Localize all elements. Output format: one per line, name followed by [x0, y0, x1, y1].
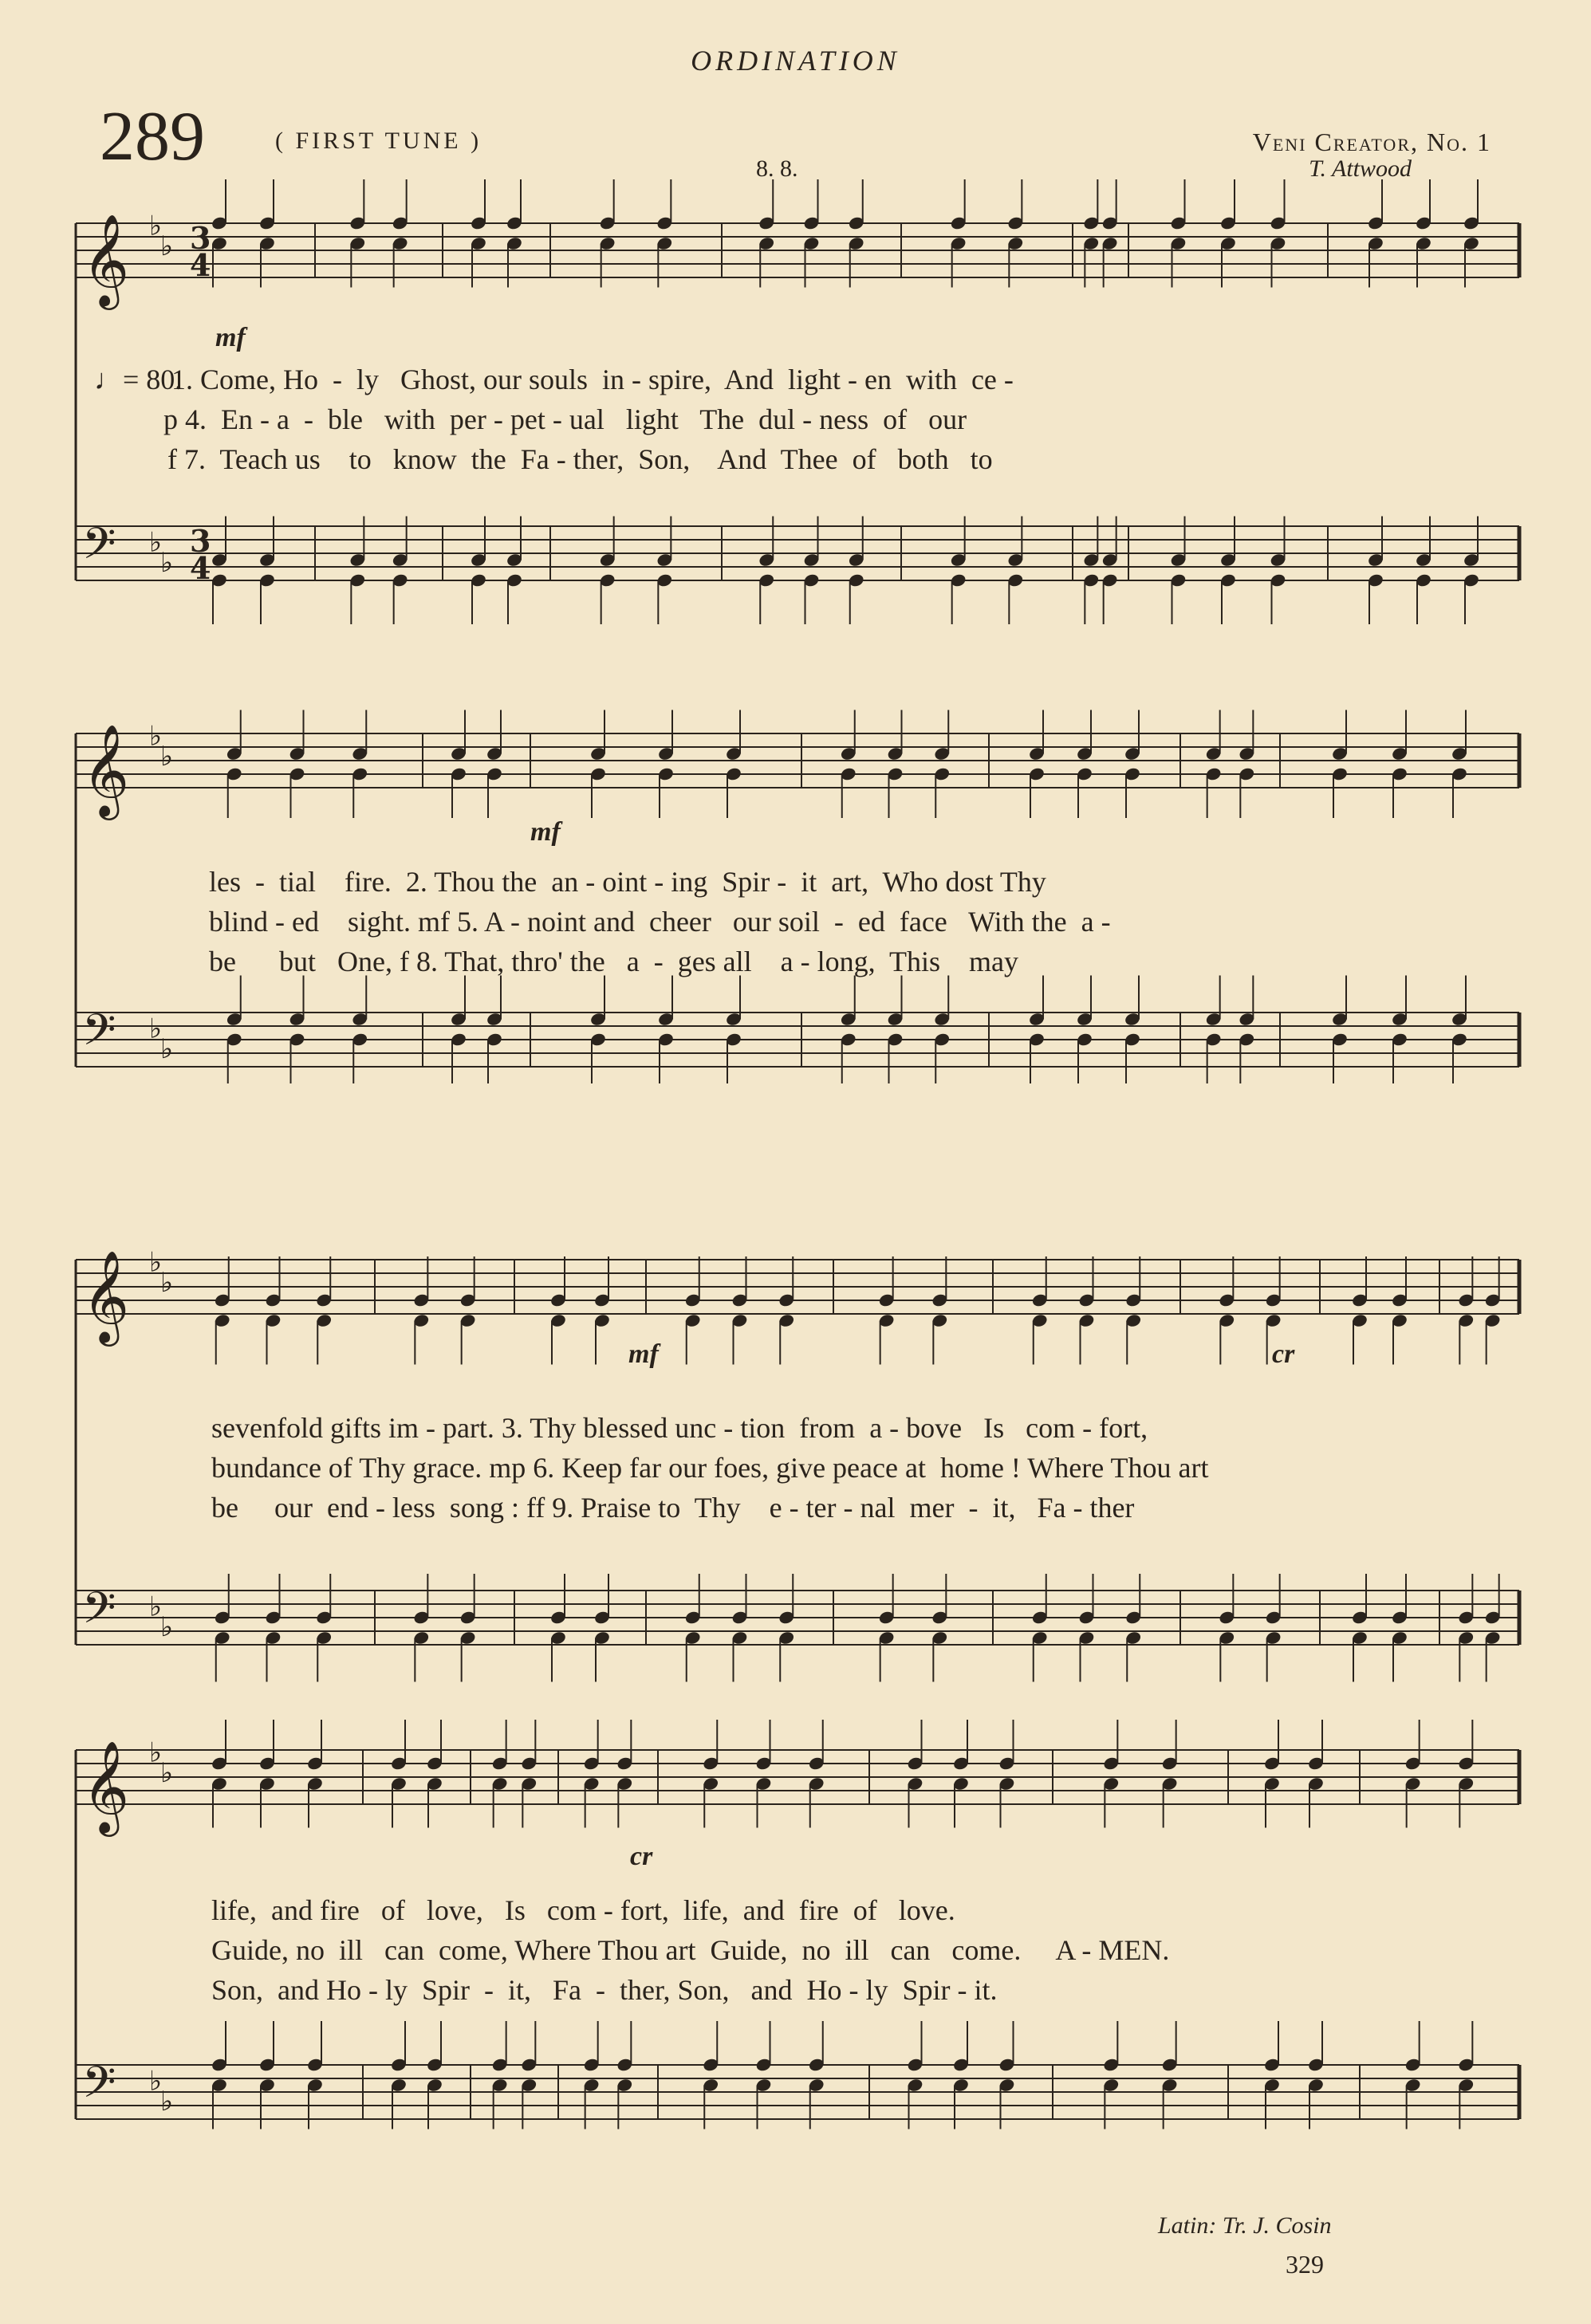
dynamic-mark: mf [628, 1339, 659, 1369]
flat-icon: ♭ [149, 720, 163, 753]
tune-label: ( FIRST TUNE ) [275, 128, 482, 154]
treble-clef-icon: 𝄞 [82, 1249, 130, 1343]
tune-name: Veni Creator, No. 1 [1252, 128, 1491, 156]
dynamic-mark: cr [630, 1842, 653, 1871]
flat-icon: ♭ [160, 1757, 174, 1789]
flat-icon: ♭ [149, 1246, 163, 1279]
treble-clef-icon: 𝄞 [82, 1740, 130, 1833]
flat-icon: ♭ [149, 1736, 163, 1769]
time-signature-digit: 3 [190, 220, 211, 256]
treble-clef-icon: 𝄞 [82, 723, 130, 816]
dynamic-mark: mf [215, 323, 246, 352]
treble-clef-icon: 𝄞 [82, 213, 130, 306]
dynamic-mark: cr [1272, 1339, 1295, 1369]
bass-clef-icon: 𝄢 [82, 2057, 116, 2118]
lyric-line-s2-v3: be but One, f 8. That, thro' the a - ges all a - long, This may [209, 946, 1018, 977]
lyric-line-s4-v1: life, and fire of love, Is com - fort, life, and fire of love. [211, 1894, 955, 1926]
page-number: 329 [1286, 2250, 1324, 2279]
flat-icon: ♭ [160, 547, 174, 579]
flat-icon: ♭ [149, 2065, 163, 2098]
flat-icon: ♭ [160, 1611, 174, 1643]
dynamic-mark: mf [530, 817, 561, 847]
lyric-line-s1-v2: p 4. En - a - ble with per - pet - ual light The dul - ness of our [163, 403, 967, 435]
time-signature-digit: 4 [190, 550, 211, 586]
lyric-line-s3-v3: be our end - less song : ff 9. Praise to Thy e - ter - nal mer - it, Fa - ther [211, 1492, 1135, 1524]
flat-icon: ♭ [149, 526, 163, 559]
tempo-marking: ♩= 80. [94, 364, 183, 395]
bass-clef-icon: 𝄢 [82, 518, 116, 580]
flat-icon: ♭ [160, 741, 174, 773]
flat-icon: ♭ [149, 1013, 163, 1045]
translation-credit: Latin: Tr. J. Cosin [1158, 2212, 1332, 2239]
lyric-line-s2-v2: blind - ed sight. mf 5. A - noint and cheer our soil - ed face With the a - [209, 906, 1111, 938]
lyric-line-s4-v2: Guide, no ill can come, Where Thou art Guide, no ill can come. A - MEN. [211, 1934, 1170, 1966]
time-signature-digit: 4 [190, 247, 211, 283]
flat-icon: ♭ [160, 1267, 174, 1299]
lyric-line-s2-v1: les - tial fire. 2. Thou the an - oint - ing Spir - it art, Who dost Thy [209, 866, 1046, 898]
flat-icon: ♭ [160, 1033, 174, 1065]
lyric-line-s4-v3: Son, and Ho - ly Spir - it, Fa - ther, Son, and Ho - ly Spir - it. [211, 1974, 998, 2006]
meter: 8. 8. [756, 155, 798, 182]
flat-icon: ♭ [149, 210, 163, 242]
lyric-line-s3-v1: sevenfold gifts im - part. 3. Thy blessed unc - tion from a - bove Is com - fort, [211, 1412, 1148, 1444]
flat-icon: ♭ [160, 230, 174, 262]
running-title: ORDINATION [691, 45, 900, 77]
time-signature-digit: 3 [190, 523, 211, 559]
bass-clef-icon: 𝄢 [82, 1583, 116, 1644]
lyric-line-s1-v1: 1. Come, Ho - ly Ghost, our souls in - spire, And light - en with ce - [171, 364, 1014, 395]
flat-icon: ♭ [149, 1591, 163, 1623]
bass-clef-icon: 𝄢 [82, 1005, 116, 1066]
hymn-number: 289 [100, 98, 205, 175]
lyric-line-s1-v3: f 7. Teach us to know the Fa - ther, Son, And Thee of both to [167, 443, 993, 475]
composer: T. Attwood [1309, 155, 1412, 182]
lyric-line-s3-v2: bundance of Thy grace. mp 6. Keep far our foes, give peace at home ! Where Thou art [211, 1452, 1209, 1484]
flat-icon: ♭ [160, 2086, 174, 2118]
